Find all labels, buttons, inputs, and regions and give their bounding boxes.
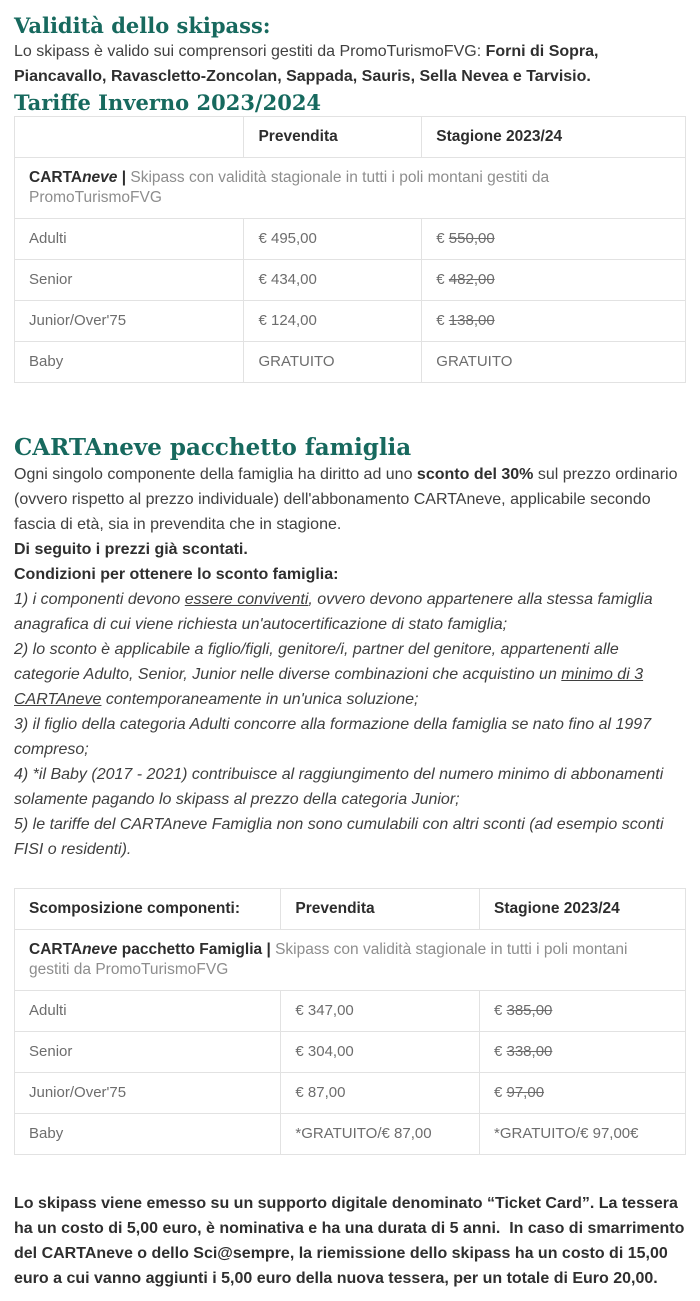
text-segment: , ovvero devono appartenere alla stessa famiglia anagrafica di cui viene richiesta un'autocertificazione di stato famiglia; bbox=[14, 591, 653, 633]
prevendita-cell: *GRATUITO/€ 87,00 bbox=[281, 1114, 480, 1155]
famiglia-table-body bbox=[15, 991, 686, 1155]
text-segment: € bbox=[436, 230, 449, 247]
prevendita-cell: € 495,00 bbox=[244, 219, 422, 260]
stagione-cell bbox=[479, 1032, 685, 1073]
condition-item bbox=[14, 587, 686, 637]
text-segment: GRATUITO bbox=[436, 353, 513, 370]
cartaneve-price-table bbox=[14, 116, 686, 383]
family-discount-paragraph bbox=[14, 462, 686, 562]
famiglia-caption-row bbox=[15, 930, 686, 991]
text-segment: essere conviventi bbox=[184, 591, 309, 608]
table-row bbox=[15, 342, 686, 383]
text-segment: Forni di Sopra, Piancavallo, Ravascletto-Zoncolan, Sappada, Sauris, Sella Nevea e Tarvisio. bbox=[14, 43, 599, 85]
text-segment: neve bbox=[82, 169, 118, 186]
text-segment: € bbox=[436, 271, 449, 288]
table-header-row bbox=[15, 889, 686, 930]
table-caption-row bbox=[15, 158, 686, 219]
text-segment: *GRATUITO/€ 97,00€ bbox=[493, 1125, 639, 1142]
column-header-category: Scomposizione componenti: bbox=[15, 889, 281, 930]
prevendita-cell: € 304,00 bbox=[281, 1032, 480, 1073]
condition-item bbox=[14, 712, 686, 762]
stagione-cell bbox=[422, 301, 686, 342]
stagione-cell bbox=[422, 260, 686, 301]
text-segment: CARTA bbox=[29, 941, 83, 958]
text-segment: 2) lo sconto è applicabile a figlio/figli, genitore/i, partner del genitore, appartenenti alle categorie Adulto, Senior, Junior nelle diverse combinazioni che acquistino un bbox=[14, 641, 619, 683]
condition-item bbox=[14, 637, 686, 712]
conditions-block bbox=[14, 562, 686, 862]
text-segment: 385,00 bbox=[506, 1002, 553, 1019]
table-row bbox=[15, 1073, 686, 1114]
prevendita-cell: € 347,00 bbox=[281, 991, 480, 1032]
category-cell: Adulti bbox=[15, 219, 244, 260]
conditions-list bbox=[14, 587, 686, 862]
text-segment: 550,00 bbox=[448, 230, 495, 247]
condition-item bbox=[14, 762, 686, 812]
text-segment: | bbox=[117, 169, 131, 186]
table-row bbox=[15, 219, 686, 260]
text-segment: 3) il figlio della categoria Adulti concorre alla formazione della famiglia se nato fino al 1997 compreso; bbox=[14, 716, 652, 758]
text-segment: Lo skipass è valido sui comprensori gestiti da PromoTurismoFVG: bbox=[14, 43, 486, 60]
text-segment: 138,00 bbox=[448, 312, 495, 329]
text-segment: Ogni singolo componente della famiglia ha diritto ad uno bbox=[14, 466, 417, 483]
stagione-cell bbox=[479, 1114, 685, 1155]
stagione-cell bbox=[422, 219, 686, 260]
text-segment: CARTA bbox=[29, 169, 83, 186]
text-segment: 5) le tariffe del CARTAneve Famiglia non sono cumulabili con altri sconti (ad esempio sconti FISI o residenti). bbox=[14, 816, 664, 858]
text-segment: 97,00 bbox=[506, 1084, 545, 1101]
text-segment: Skipass con validità stagionale in tutti i poli montani gestiti da PromoTurismoFVG bbox=[29, 169, 550, 206]
text-segment: pacchetto Famiglia bbox=[117, 941, 263, 958]
validity-heading: Validità dello skipass: bbox=[14, 13, 271, 38]
text-segment: sconto del 30% bbox=[416, 466, 534, 483]
text-segment: € bbox=[493, 1002, 507, 1019]
text-segment: neve bbox=[82, 941, 118, 958]
category-cell: Senior bbox=[15, 1032, 281, 1073]
text-segment: sul prezzo ordinario (ovvero rispetto al prezzo individuale) dell'abbonamento CARTAneve, applicabile secondo fascia di età, sia in prevendita che in stagione. bbox=[14, 466, 678, 533]
column-header-category bbox=[15, 117, 244, 158]
stagione-cell bbox=[479, 1073, 685, 1114]
table-caption bbox=[15, 158, 686, 219]
prevendita-cell: GRATUITO bbox=[244, 342, 422, 383]
text-segment: contemporaneamente in un'unica soluzione; bbox=[101, 691, 419, 708]
ticket-card-note: Lo skipass viene emesso su un supporto digitale denominato “Ticket Card”. La tessera ha un costo di 5,00 euro, è nominativa e ha una durata di 5 anni. In caso di smarrimento del CARTAneve o dello Sci@sempre, la riemissione dello skipass ha un costo di 15,00 euro a cui vanno aggiunti i 5,00 euro della nuova tessera, per un totale di Euro 20,00. bbox=[14, 1195, 685, 1287]
cartaneve-caption-row bbox=[15, 158, 686, 219]
tariffs-heading: Tariffe Inverno 2023/2024 bbox=[14, 90, 322, 115]
column-header-prevendita: Prevendita bbox=[281, 889, 480, 930]
cartaneve-table-body bbox=[15, 219, 686, 383]
text-segment: | bbox=[262, 941, 276, 958]
column-header-stagione: Stagione 2023/24 bbox=[422, 117, 686, 158]
category-cell: Adulti bbox=[15, 991, 281, 1032]
condition-item bbox=[14, 812, 686, 862]
stagione-cell bbox=[422, 342, 686, 383]
text-segment: minimo di 3 CARTAneve bbox=[14, 666, 644, 708]
column-header-stagione: Stagione 2023/24 bbox=[479, 889, 685, 930]
table-row bbox=[15, 1032, 686, 1073]
column-header-prevendita: Prevendita bbox=[244, 117, 422, 158]
prevendita-cell: € 124,00 bbox=[244, 301, 422, 342]
table-caption bbox=[15, 930, 686, 991]
conditions-title: Condizioni per ottenere lo sconto famiglia: bbox=[14, 566, 339, 583]
category-cell: Senior bbox=[15, 260, 244, 301]
text-segment: Di seguito i prezzi già scontati. bbox=[14, 541, 248, 558]
category-cell: Junior/Over'75 bbox=[15, 301, 244, 342]
category-cell: Baby bbox=[15, 1114, 281, 1155]
prevendita-cell: € 87,00 bbox=[281, 1073, 480, 1114]
table-row bbox=[15, 991, 686, 1032]
category-cell: Junior/Over'75 bbox=[15, 1073, 281, 1114]
table-caption-row bbox=[15, 930, 686, 991]
famiglia-price-table bbox=[14, 888, 686, 1155]
intro-paragraph bbox=[14, 39, 686, 89]
text-segment: 338,00 bbox=[506, 1043, 553, 1060]
table-header-row bbox=[15, 117, 686, 158]
text-segment: 482,00 bbox=[448, 271, 495, 288]
family-heading: CARTAneve pacchetto famiglia bbox=[14, 434, 412, 461]
text-segment: € bbox=[493, 1084, 507, 1101]
text-segment: 4) *il Baby (2017 - 2021) contribuisce al raggiungimento del numero minimo di abbonamenti solamente pagando lo skipass al prezzo della categoria Junior; bbox=[14, 766, 664, 808]
text-segment: Skipass con validità stagionale in tutti i poli montani gestiti da PromoTurismoFVG bbox=[29, 941, 628, 978]
text-segment: 1) i componenti devono bbox=[14, 591, 185, 608]
text-segment: € bbox=[493, 1043, 507, 1060]
table-row bbox=[15, 1114, 686, 1155]
prevendita-cell: € 434,00 bbox=[244, 260, 422, 301]
text-segment: € bbox=[436, 312, 449, 329]
category-cell: Baby bbox=[15, 342, 244, 383]
table-row bbox=[15, 301, 686, 342]
stagione-cell bbox=[479, 991, 685, 1032]
table-row bbox=[15, 260, 686, 301]
